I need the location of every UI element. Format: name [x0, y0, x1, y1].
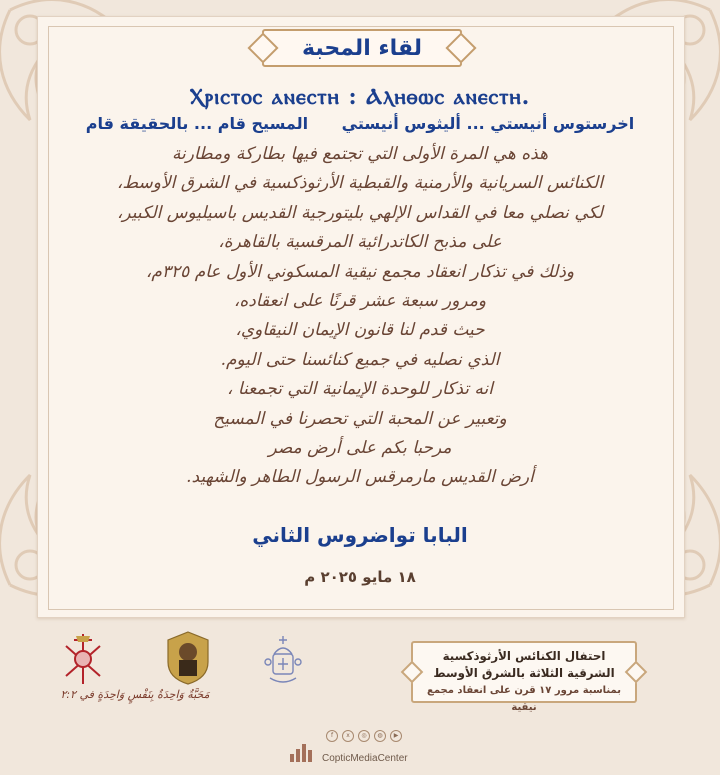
greeting-transliteration [0, 114, 720, 133]
message-line: أرض القديس مارمرقس الرسول الطاهر والشهيد. [186, 467, 534, 488]
message-body [80, 140, 640, 493]
message-line: الذي نصليه في جميع كنائسنا حتى اليوم. [220, 349, 500, 370]
church-emblem-icon [262, 632, 304, 686]
event-line: الشرقية الثلاثة بالشرق الأوسط [433, 666, 615, 680]
message-line: انه تذكار للوحدة الإيمانية التي تجمعنا ، [227, 379, 493, 400]
message-line: وذلك في تذكار انعقاد مجمع نيقية المسكوني الأول عام ٣٢٥م، [145, 261, 575, 282]
message-line: على مذبح الكاتدرائية المرقسية بالقاهرة، [218, 232, 502, 253]
message-line: هذه هي المرة الأولى التي تجتمع فيها بطاركة ومطارنة [171, 144, 549, 164]
message-line: لكي نصلي معا في القداس الإلهي بليتورجية القديس باسيليوس الكبير، [116, 202, 604, 223]
event-line: احتفال الكنائس الأرثوذكسية [442, 649, 606, 663]
signature: البابا تواضروس الثاني [252, 523, 468, 547]
date: ١٨ مايو ٢٠٢٥ م [304, 568, 416, 586]
x-icon[interactable]: x [342, 730, 354, 742]
instagram-icon[interactable]: ◎ [358, 730, 370, 742]
coat-of-arms-icon [60, 632, 106, 686]
message-line: وتعبير عن المحبة التي تحصرنا في المسيح [213, 408, 507, 429]
event-line: بمناسبة مرور ١٧ قرن على انعقاد مجمع نيقية [427, 685, 621, 713]
message-line: الكنائس السريانية والأرمنية والقبطية الأرثوذكسية في الشرق الأوسط، [116, 173, 604, 194]
youtube-icon[interactable]: ▶ [390, 730, 402, 742]
event-box [411, 641, 637, 713]
coptic-greeting: Ⲭⲣⲓⲥⲧⲟⲥ ⲁⲛⲉⲥⲧⲏ : Ⲁⲗⲏⲑⲱⲥ ⲁⲛⲉⲥⲧⲏ. [189, 84, 531, 110]
facebook-icon[interactable]: f [326, 730, 338, 742]
motto: مَحَبَّةٌ وَاحِدَةٌ بِنَفْسٍ وَاحِدَةٍ في ٢:٢ [60, 688, 210, 701]
brand-name: CopticMediaCenter [322, 753, 408, 764]
message-line: ومرور سبعة عشر قرنًا على انعقاده، [233, 291, 487, 312]
page-title: لقاء المحبة [262, 29, 462, 67]
saint-icon [163, 630, 213, 686]
transliteration-part: المسيح قام ... بالحقيقة قام [85, 114, 309, 133]
message-line: حيث قدم لنا قانون الإيمان النيقاوي، [235, 320, 485, 341]
transliteration-part: اخرستوس أنيستي ... أليثوس أنيستي [341, 114, 635, 133]
message-line: مرحبا بكم على أرض مصر [268, 438, 452, 459]
globe-icon[interactable]: ◍ [374, 730, 386, 742]
